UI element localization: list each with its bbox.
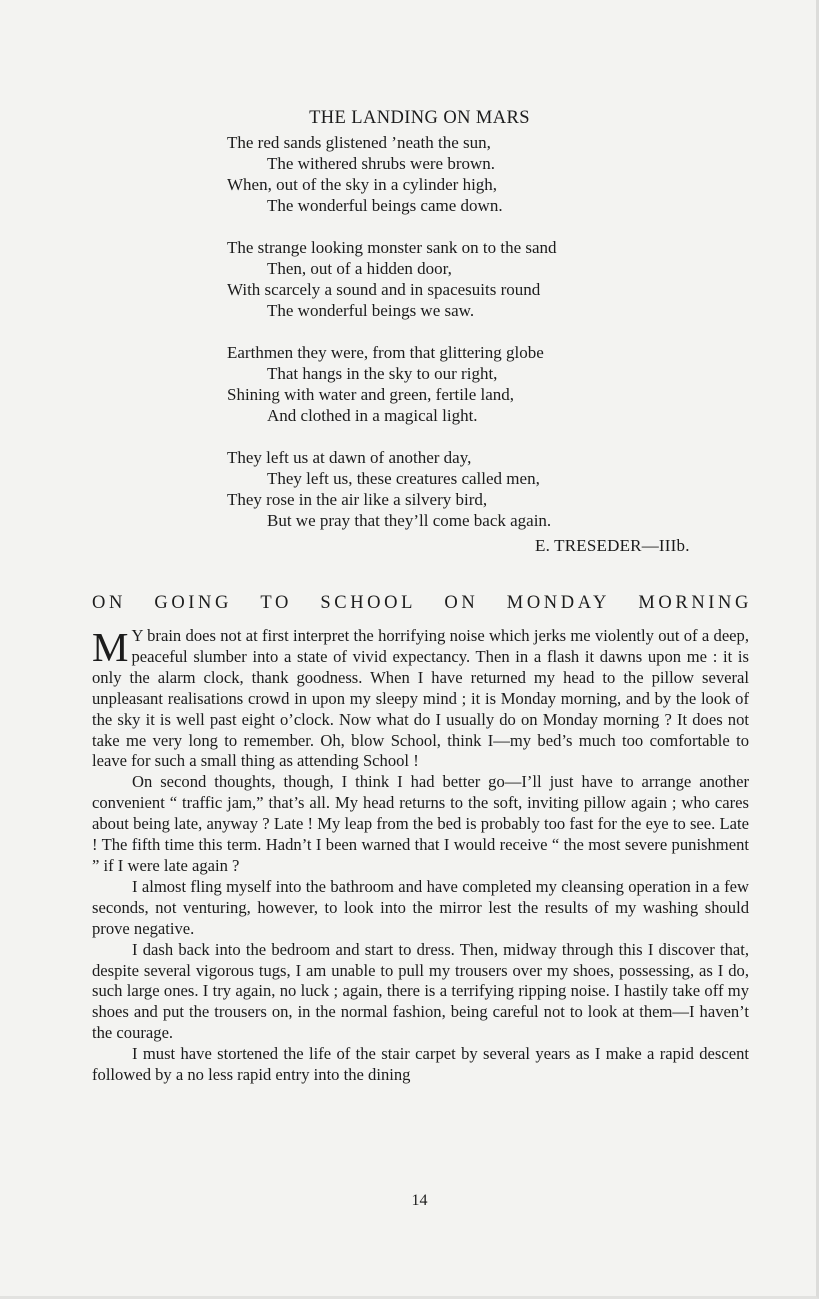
stanza-break [227, 426, 687, 447]
essay-paragraph: I must have stortened the life of the stair carpet by several years as I make a rapid descent followed by a no less rapid entry into the dining [92, 1044, 749, 1085]
poem-body [227, 132, 687, 531]
heading-word: GOING [154, 593, 232, 613]
poem-line: They rose in the air like a silvery bird, [227, 490, 488, 509]
heading-word: ON [92, 593, 126, 613]
paragraph-text: Y brain does not at first interpret the horrifying noise which jerks me violently out of a deep, peaceful slumber into a state of vivid expectancy. Then in a flash it dawns upon me : it is only the alarm clock, thank goodness. When I have returned my head to the pillow several unpleasant realisations crowd in upon my sleepy mind ; it is Monday morning, and by the look of the sky it is well past eight o’clock. Now what do I usually do on Monday morning ? It does not take me very long to remember. Oh, blow School, think I—my bed’s much too comfortable to leave for such a small thing as attending School ! [92, 626, 749, 771]
poem-line: When, out of the sky in a cylinder high, [227, 175, 498, 194]
drop-cap: M [92, 624, 129, 670]
stanza-break [227, 216, 687, 237]
essay-paragraph: I almost fling myself into the bathroom and have completed my cleansing operation in a few seconds, not venturing, however, to look into the mirror lest the results of my washing should prove negative. [92, 876, 749, 938]
poem-line: The wonderful beings came down. [267, 196, 503, 215]
heading-word: SCHOOL [320, 593, 416, 613]
poem-line: And clothed in a magical light. [267, 406, 478, 425]
stanza-break [227, 321, 687, 342]
page-number: 14 [411, 1192, 428, 1209]
poem-line: The wonderful beings we saw. [267, 301, 475, 320]
essay-heading [92, 593, 752, 614]
essay-paragraph [92, 626, 749, 772]
poem-author: E. TRESEDER—IIIb. [535, 536, 690, 555]
poem-line: But we pray that they’ll come back again. [267, 511, 552, 530]
heading-word: ON [444, 593, 479, 613]
essay-paragraph: I dash back into the bedroom and start to dress. Then, midway through this I discover that, despite several vigorous tugs, I am unable to pull my trousers over my shoes, possessing, as I do, such large ones. I try again, no luck ; again, there is a terrifying ripping noise. I hastily take off my shoes and put the trousers on, in the normal fashion, being careful not to look at them—I haven’t the courage. [92, 939, 749, 1043]
essay-paragraph: On second thoughts, though, I think I had better go—I’ll just have to arrange another convenient “ traffic jam,” that’s all. My head returns to the soft, inviting pillow again ; who cares about being late, anyway ? Late ! My leap from the bed is probably too fast for the eye to see. Late ! The fifth time this term. Hadn’t I been warned that I would receive “ the most severe punishment ” if I were late again ? [92, 772, 749, 875]
poem-line: That hangs in the sky to our right, [267, 364, 498, 383]
poem-line: With scarcely a sound and in spacesuits round [227, 280, 541, 299]
heading-word: TO [260, 593, 292, 613]
heading-word: MORNING [638, 593, 752, 613]
heading-word: MONDAY [506, 593, 610, 613]
poem-line: They left us, these creatures called men, [267, 469, 540, 488]
poem-line: The withered shrubs were brown. [267, 154, 496, 173]
poem-line: The strange looking monster sank on to the sand [227, 238, 557, 257]
essay-body [92, 626, 749, 1086]
poem-line: They left us at dawn of another day, [227, 448, 472, 467]
poem-line: Then, out of a hidden door, [267, 259, 452, 278]
poem-line: Earthmen they were, from that glittering globe [227, 343, 544, 362]
poem-title: THE LANDING ON MARS [309, 108, 530, 128]
poem-line: The red sands glistened ’neath the sun, [227, 133, 491, 152]
poem-line: Shining with water and green, fertile land, [227, 385, 515, 404]
